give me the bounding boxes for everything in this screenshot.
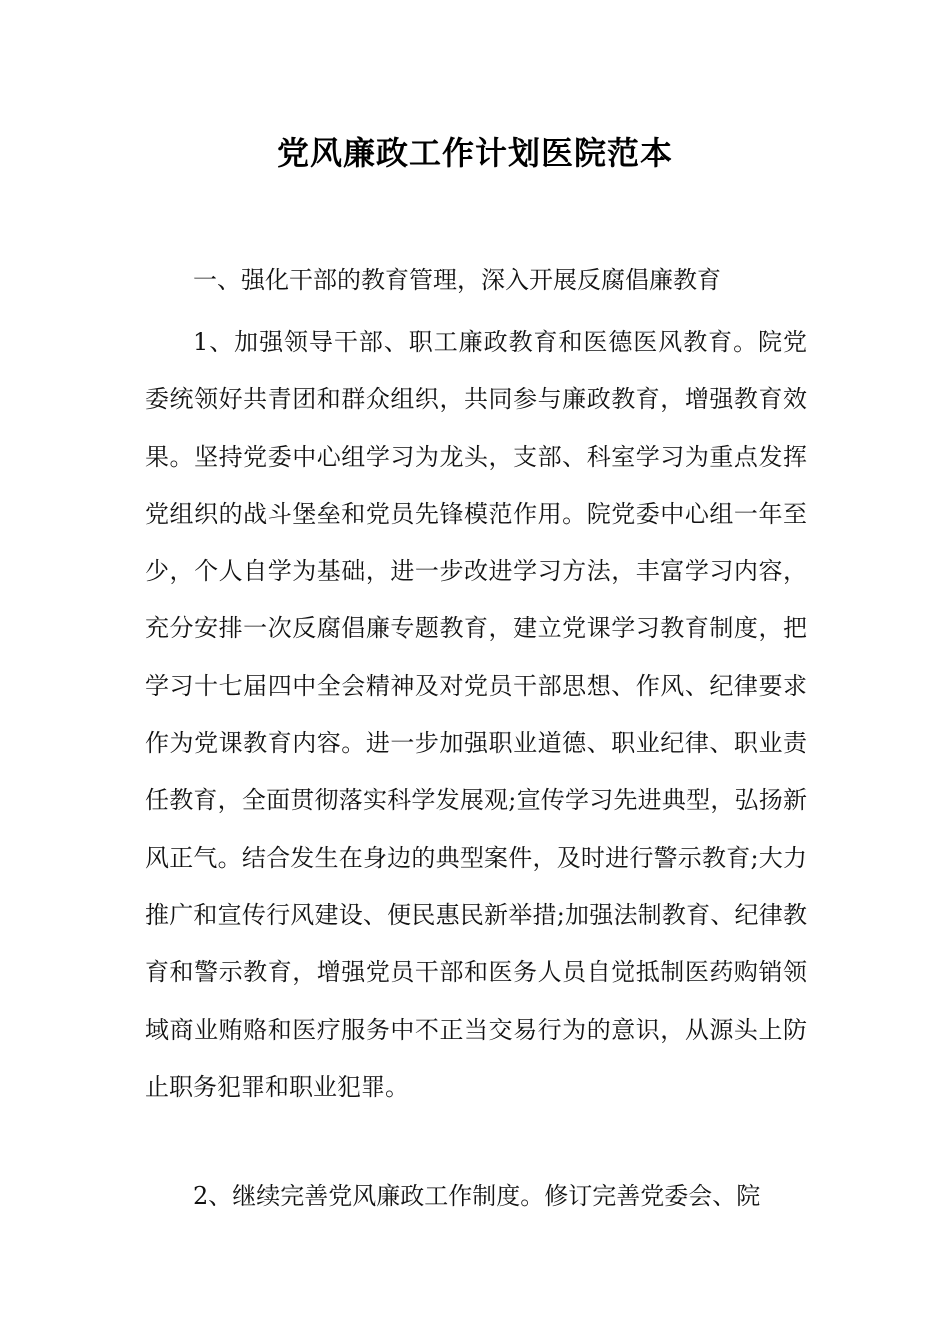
section-heading: 一、强化干部的教育管理，深入开展反腐倡廉教育 (193, 266, 721, 294)
document-title: 党风廉政工作计划医院范本 (276, 134, 673, 172)
paragraph-2: 2、继续完善党风廉政工作制度。修订完善党委会、院 (193, 1182, 761, 1210)
paragraph-1: 1、加强领导干部、职工廉政教育和医德医风教育。院党委统领好共青团和群众组织，共同参与廉政教育，增强教育效果。坚持党委中心组学习为龙头，支部、科室学习为重点发挥党组织的战斗堡垒和党员先锋模范作用。院党委中心组一年至少，个人自学为基础，进一步改进学习方法，丰富学习内容，充分安排一次反腐倡廉专题教育，建立党课学习教育制度，把学习十七届四中全会精神及对党员干部思想、作风、纪律要求作为党课教育内容。进一步加强职业道德、职业纪律、职业责任教育，全面贯彻落实科学发展观;宣传学习先进典型，弘扬新风正气。结合发生在身边的典型案件，及时进行警示教育;大力推广和宣传行风建设、便民惠民新举措;加强法制教育、纪律教育和警示教育，增强党员干部和医务人员自觉抵制医药购销领域商业贿赂和医疗服务中不正当交易行为的意识，从源头上防止职务犯罪和职业犯罪。 (145, 328, 807, 1101)
